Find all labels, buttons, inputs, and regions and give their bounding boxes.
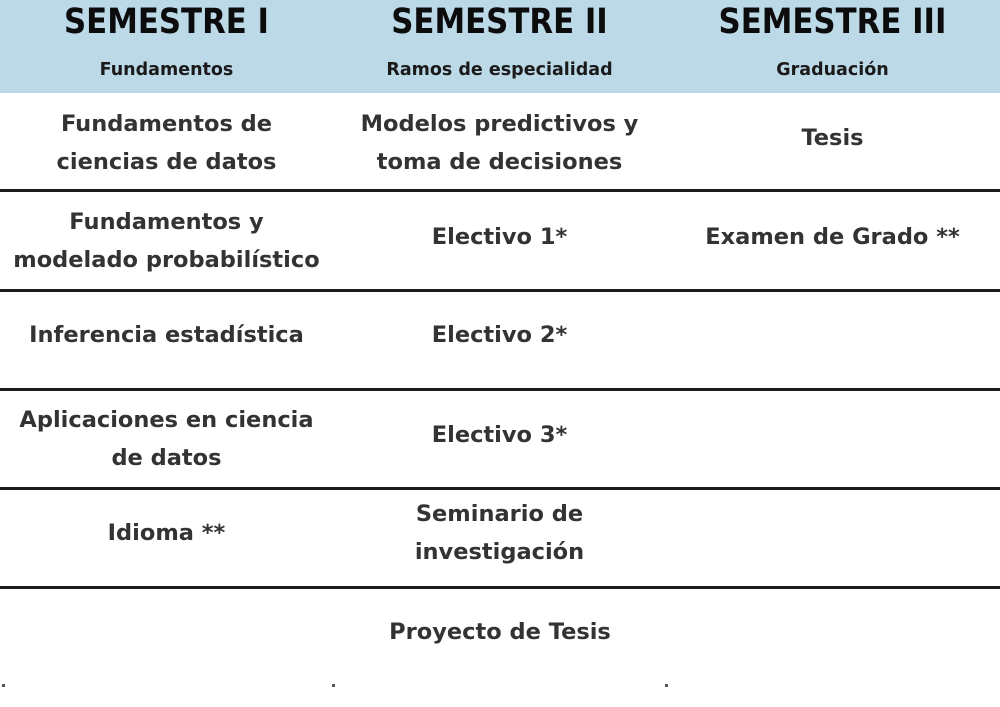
course-cell: Inferencia estadística [29, 322, 304, 348]
semester-3-title: SEMESTRE III [718, 2, 947, 42]
semester-2-title: SEMESTRE II [391, 2, 608, 42]
course-cell [666, 391, 999, 479]
course-cell: Modelos predictivos y toma de decisiones [360, 110, 639, 175]
course-cell: Fundamentos de ciencias de datos [56, 110, 277, 175]
course-cell: Idioma ** [107, 520, 226, 546]
row-divider [0, 189, 1000, 192]
course-cell: Electivo 1* [431, 224, 568, 250]
course-cell: Aplicaciones en ciencia de datos [19, 406, 314, 471]
semester-1-subtitle: Fundamentos [99, 60, 234, 80]
course-cell [666, 292, 999, 378]
semester-2-subtitle: Ramos de especialidad [386, 60, 613, 80]
course-cell: Seminario de investigación [414, 501, 585, 565]
column-mark [665, 684, 668, 687]
course-cell [666, 490, 999, 576]
semester-3-header [666, 0, 999, 93]
semester-2-header [333, 0, 666, 93]
course-cell: Examen de Grado ** [705, 224, 960, 250]
semester-1-header [0, 0, 333, 93]
row-divider [0, 586, 1000, 589]
course-cell: Fundamentos y modelado probabilístico [13, 208, 320, 273]
column-mark [332, 684, 335, 687]
semester-1-title: SEMESTRE I [63, 2, 270, 42]
course-cell: Tesis [801, 124, 864, 151]
course-cell: Electivo 3* [431, 422, 568, 448]
thesis-project-cell: Proyecto de Tesis [389, 619, 611, 645]
corner-mark [2, 684, 5, 687]
semester-3-subtitle: Graduación [776, 60, 889, 80]
course-cell: Electivo 2* [431, 322, 568, 348]
